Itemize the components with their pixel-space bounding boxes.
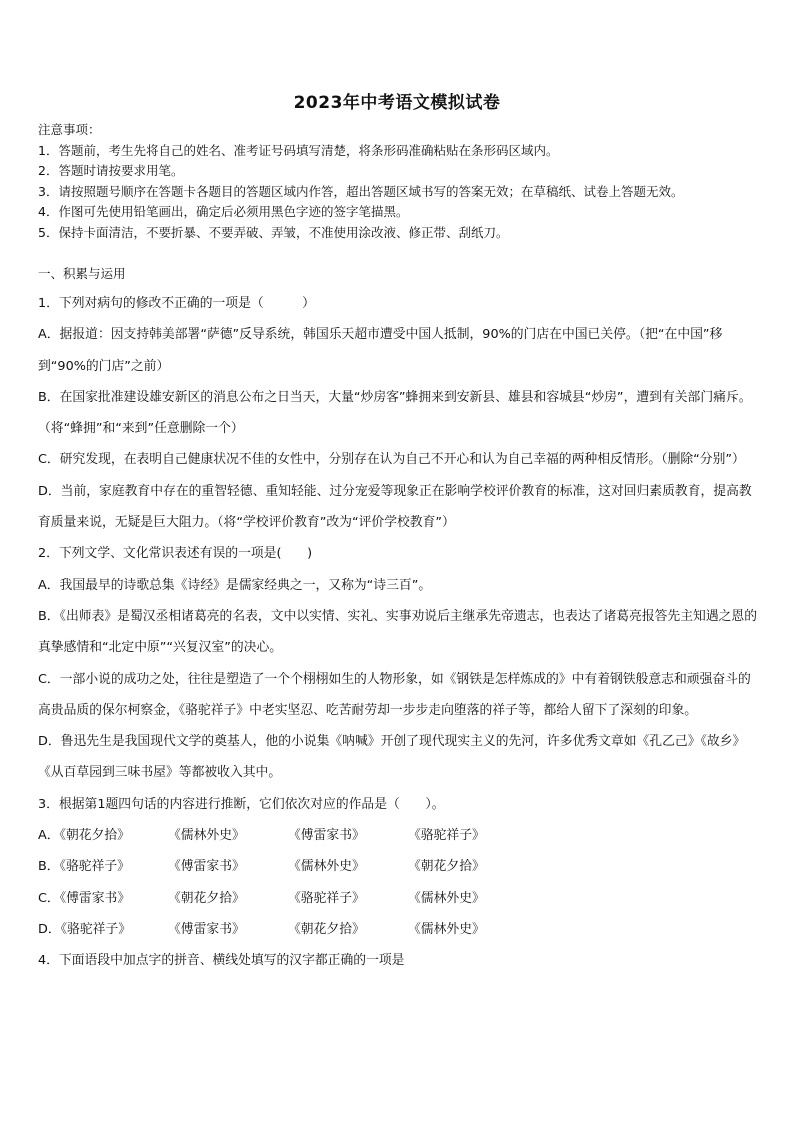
question-body bbox=[38, 288, 760, 977]
option-cell: 《骆驼祥子》 bbox=[288, 890, 365, 906]
option-cell: A．《朝花夕拾》 bbox=[38, 828, 130, 844]
notice-heading: 注意事项： bbox=[38, 122, 101, 137]
question-3-option-b bbox=[38, 851, 760, 882]
option-cell: 《傅雷家书》 bbox=[168, 921, 245, 937]
question-2-option-a: A．我国最早的诗歌总集《诗经》是儒家经典之一，又称为“诗三百”。 bbox=[38, 577, 432, 593]
question-2-option-b: B．《出师表》是蜀汉丞相诸葛亮的名表，文中以实情、实礼、实事劝说后主继承先帝遗志，也表达了诸葛亮报答先主知遇之恩的真挚感情和“北定中原”“兴复汉室”的决心。 bbox=[38, 608, 758, 656]
notice-item: 2．答题时请按要求用笔。 bbox=[38, 163, 184, 179]
option-cell: 《傅雷家书》 bbox=[288, 828, 365, 844]
option-cell: 《儒林外史》 bbox=[288, 859, 365, 875]
option-cell: 《骆驼祥子》 bbox=[408, 828, 485, 844]
question-4-stem: 4．下面语段中加点字的拼音、横线处填写的汉字都正确的一项是 bbox=[38, 953, 405, 969]
question-1-stem: 1．下列对病句的修改不正确的一项是（ ） bbox=[38, 296, 315, 311]
option-cell: 《朝花夕拾》 bbox=[288, 921, 365, 937]
option-cell: B．《骆驼祥子》 bbox=[38, 859, 130, 875]
notice-item: 1．答题前，考生先将自己的姓名、准考证号码填写清楚，将条形码准确粘贴在条形码区域内。 bbox=[38, 142, 559, 158]
option-cell: 《傅雷家书》 bbox=[168, 859, 245, 875]
notice-item: 5．保持卡面清洁，不要折暴、不要弄破、弄皱，不准使用涂改液、修正带、刮纸刀。 bbox=[38, 224, 509, 240]
section-heading: 一、积累与运用 bbox=[38, 266, 126, 281]
question-1-option-a: A．据报道：因支持韩美部署“萨德”反导系统，韩国乐天超市遭受中国人抵制，90%的门店在中国已关停。（把“在中国”移到“90%的门店”之前） bbox=[38, 327, 723, 374]
option-cell: 《朝花夕拾》 bbox=[408, 859, 485, 875]
question-3-option-a bbox=[38, 820, 760, 851]
notice-item: 4．作图可先使用铅笔画出，确定后必须用黑色字迹的签字笔描黑。 bbox=[38, 204, 409, 220]
question-1-option-d: D．当前，家庭教育中存在的重智轻德、重知轻能、过分宠爱等现象正在影响学校评价教育的标准，这对回归素质教育，提高教育质量来说，无疑是巨大阻力。（将“学校评价教育”改为“评价学校教育”） bbox=[38, 483, 752, 531]
question-3-stem: 3．根据第1题四句话的内容进行推断，它们依次对应的作品是（ ）。 bbox=[38, 796, 445, 812]
question-2-option-d: D．鲁迅先生是我国现代文学的奠基人，他的小说集《呐喊》开创了现代现实主义的先河，许多优秀文章如《孔乙己》《故乡》《从百草园到三味书屋》等都被收入其中。 bbox=[38, 734, 746, 781]
question-2-option-c: C．一部小说的成功之处，往往是塑造了一个个栩栩如生的人物形象，如《钢铁是怎样炼成的》中有着钢铁般意志和顽强奋斗的高贵品质的保尔柯察金，《骆驼祥子》中老实坚忍、吃苦耐劳却一步步走向堕落的祥子等，都给人留下了深刻的印象。 bbox=[38, 671, 751, 718]
page-title: 2023年中考语文模拟试卷 bbox=[293, 93, 501, 113]
question-1-option-b: B．在国家批准建设雄安新区的消息公布之日当天，大量“炒房客”蜂拥来到安新县、雄县和容城县“炒房”，遭到有关部门痛斥。（将“蜂拥”和“来到”任意删除一个） bbox=[38, 389, 752, 437]
question-3-option-c bbox=[38, 883, 760, 914]
question-3-option-d bbox=[38, 914, 760, 945]
option-cell: 《儒林外史》 bbox=[408, 890, 485, 906]
question-2-stem: 2．下列文学、文化常识表述有误的一项是( ) bbox=[38, 546, 313, 562]
notice-block bbox=[38, 120, 768, 244]
option-cell: D．《骆驼祥子》 bbox=[38, 921, 132, 937]
option-cell: 《朝花夕拾》 bbox=[168, 890, 245, 906]
notice-item: 3．请按照题号顺序在答题卡各题目的答题区域内作答，超出答题区域书写的答案无效；在草稿纸、试卷上答题无效。 bbox=[38, 183, 684, 199]
option-cell: 《儒林外史》 bbox=[168, 828, 245, 844]
option-cell: C．《傅雷家书》 bbox=[38, 890, 131, 906]
question-1-option-c: C．研究发现，在表明自己健康状况不佳的女性中，分别存在认为自己不开心和认为自己幸福的两种相反情形。（删除“分别”） bbox=[38, 452, 745, 468]
option-cell: 《儒林外史》 bbox=[408, 921, 485, 937]
